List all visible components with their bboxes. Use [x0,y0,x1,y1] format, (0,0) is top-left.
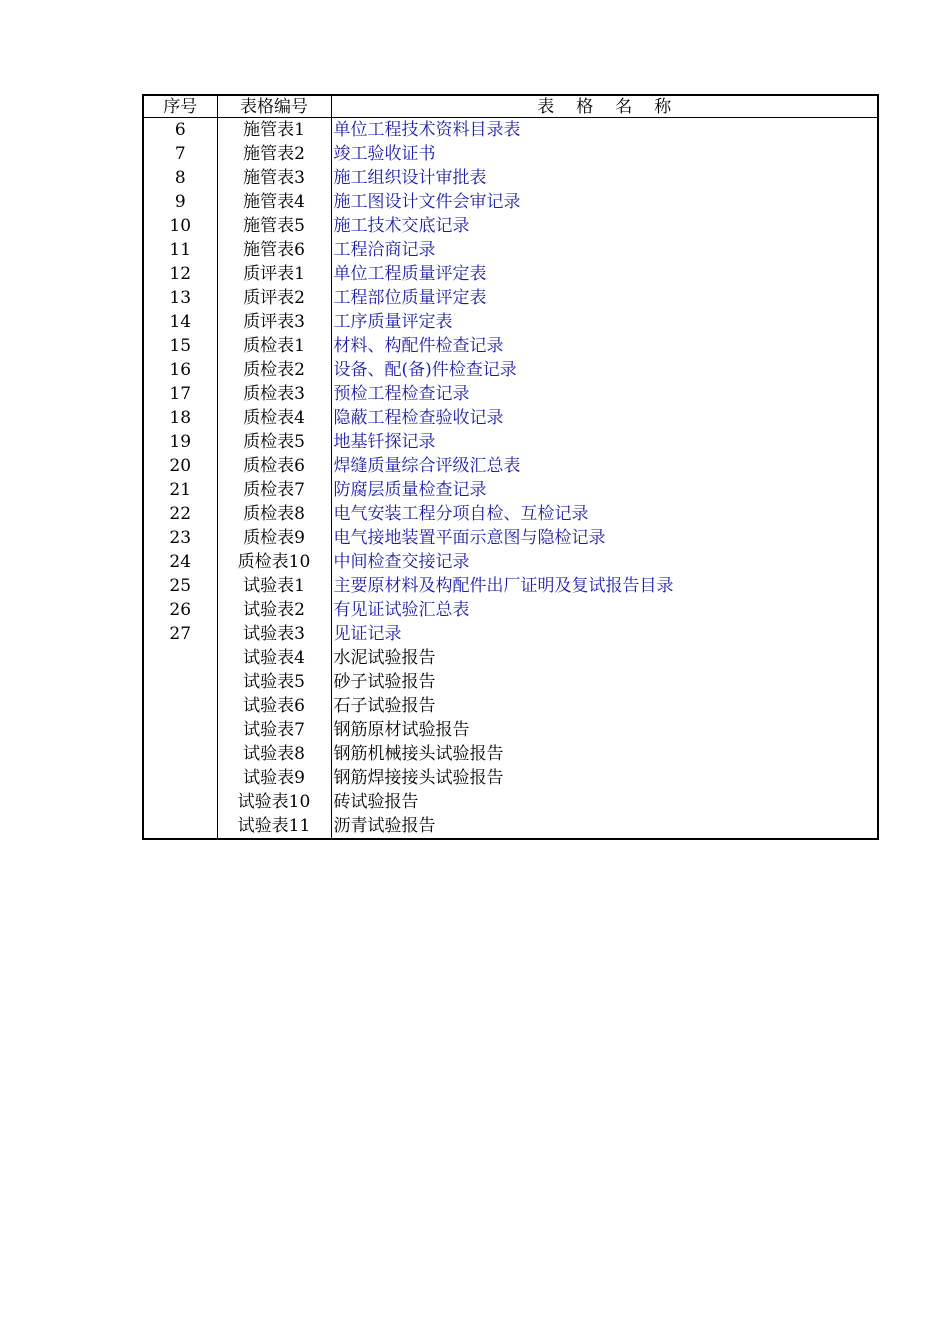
table-row [143,526,878,550]
row-number: 26 [169,599,192,620]
form-name: 钢筋原材试验报告 [331,718,878,742]
table-row [143,262,878,286]
form-code: 质检表9 [217,526,331,550]
row-number [143,694,217,718]
form-code: 质检表5 [217,430,331,454]
table-row [143,598,878,622]
form-name-link[interactable]: 工序质量评定表 [331,310,878,334]
row-number: 6 [174,119,186,140]
form-code: 试验表9 [217,766,331,790]
form-code: 试验表7 [217,718,331,742]
form-code: 试验表3 [217,622,331,646]
form-name: 石子试验报告 [331,694,878,718]
row-number: 7 [174,143,186,164]
table-row [143,694,878,718]
form-code: 质评表3 [217,310,331,334]
form-code: 试验表6 [217,694,331,718]
table-row [143,550,878,574]
table-row [143,166,878,190]
form-code: 试验表11 [217,814,331,839]
row-number: 21 [169,479,192,500]
row-number: 20 [169,455,192,476]
form-name: 沥青试验报告 [331,814,878,839]
table-row [143,478,878,502]
form-name-link[interactable]: 主要原材料及构配件出厂证明及复试报告目录 [331,574,878,598]
row-number [143,646,217,670]
row-number: 11 [169,239,192,260]
form-name-link[interactable]: 地基钎探记录 [331,430,878,454]
form-code: 质检表3 [217,382,331,406]
form-code: 试验表10 [217,790,331,814]
row-number: 8 [174,167,186,188]
form-code: 试验表4 [217,646,331,670]
form-code: 质检表6 [217,454,331,478]
table-row [143,814,878,839]
form-name-link[interactable]: 中间检查交接记录 [331,550,878,574]
form-name-link[interactable]: 工程洽商记录 [331,238,878,262]
table-row [143,334,878,358]
form-name-link[interactable]: 有见证试验汇总表 [331,598,878,622]
form-code: 施管表4 [217,190,331,214]
table-row [143,358,878,382]
form-code: 施管表5 [217,214,331,238]
table-row [143,742,878,766]
row-number: 13 [169,287,192,308]
table-row [143,118,878,143]
form-code: 施管表6 [217,238,331,262]
row-number: 10 [169,215,192,236]
table-row [143,214,878,238]
table-row [143,382,878,406]
row-number: 12 [169,263,192,284]
form-name: 钢筋机械接头试验报告 [331,742,878,766]
table-row [143,718,878,742]
form-name-link[interactable]: 工程部位质量评定表 [331,286,878,310]
row-number [143,718,217,742]
table-row [143,574,878,598]
form-code: 施管表1 [217,118,331,143]
row-number: 17 [169,383,192,404]
table-row [143,190,878,214]
row-number: 22 [169,503,192,524]
form-code: 试验表5 [217,670,331,694]
form-name: 砂子试验报告 [331,670,878,694]
table-row [143,670,878,694]
row-number [143,814,217,839]
table-row [143,142,878,166]
form-code: 质检表1 [217,334,331,358]
row-number: 14 [169,311,192,332]
table-row [143,406,878,430]
form-name-link[interactable]: 施工技术交底记录 [331,214,878,238]
table-row [143,646,878,670]
row-number [143,790,217,814]
table-row [143,286,878,310]
form-code: 质检表2 [217,358,331,382]
forms-index-table [142,94,879,840]
form-name-link[interactable]: 设备、配(备)件检查记录 [331,358,878,382]
row-number: 15 [169,335,192,356]
form-code: 试验表1 [217,574,331,598]
row-number: 27 [169,623,192,644]
table-row [143,430,878,454]
form-code: 质检表8 [217,502,331,526]
table-row [143,310,878,334]
form-name-link[interactable]: 单位工程技术资料目录表 [331,118,878,143]
row-number: 9 [174,191,186,212]
table-row [143,502,878,526]
row-number [143,766,217,790]
row-number: 24 [169,551,192,572]
form-name: 砖试验报告 [331,790,878,814]
form-code: 施管表2 [217,142,331,166]
form-name-link[interactable]: 材料、构配件检查记录 [331,334,878,358]
form-name-link[interactable]: 施工图设计文件会审记录 [331,190,878,214]
form-name-link[interactable]: 预检工程检查记录 [331,382,878,406]
row-number: 18 [169,407,192,428]
form-name-link[interactable]: 隐蔽工程检查验收记录 [331,406,878,430]
form-code: 质评表1 [217,262,331,286]
form-code: 质检表4 [217,406,331,430]
form-name-link[interactable]: 见证记录 [331,622,878,646]
header-code: 表格编号 [217,95,331,118]
form-name: 钢筋焊接接头试验报告 [331,766,878,790]
table-row [143,238,878,262]
table-row [143,790,878,814]
form-code: 质评表2 [217,286,331,310]
row-number: 16 [169,359,192,380]
form-code: 试验表8 [217,742,331,766]
form-name-link[interactable]: 防腐层质量检查记录 [331,478,878,502]
form-name-link[interactable]: 焊缝质量综合评级汇总表 [331,454,878,478]
row-number [143,670,217,694]
table-row [143,766,878,790]
header-num: 序号 [143,95,217,118]
row-number: 23 [169,527,192,548]
form-name-link[interactable]: 施工组织设计审批表 [331,166,878,190]
table-body [143,118,878,840]
form-name: 水泥试验报告 [331,646,878,670]
form-name-link[interactable]: 电气接地装置平面示意图与隐检记录 [331,526,878,550]
header-row [143,95,878,118]
form-code: 质检表7 [217,478,331,502]
form-code: 施管表3 [217,166,331,190]
header-name: 表格名称 [331,95,878,118]
row-number: 25 [169,575,192,596]
row-number [143,742,217,766]
form-name-link[interactable]: 竣工验收证书 [331,142,878,166]
form-name-link[interactable]: 单位工程质量评定表 [331,262,878,286]
form-name-link[interactable]: 电气安装工程分项自检、互检记录 [331,502,878,526]
table-row [143,622,878,646]
form-code: 质检表10 [217,550,331,574]
row-number: 19 [169,431,192,452]
form-code: 试验表2 [217,598,331,622]
table-row [143,454,878,478]
